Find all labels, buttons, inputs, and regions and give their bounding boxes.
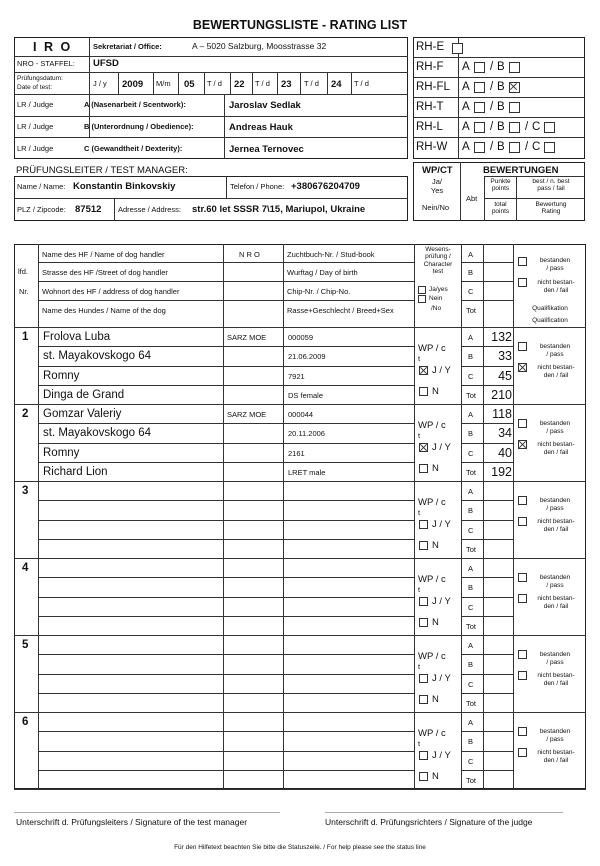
rh-option-checkbox[interactable] (509, 142, 520, 153)
col-handler-name: Name des HF / Name of dog handler (42, 250, 165, 259)
col-dog-name: Name des Hundes / Name of the dog (42, 306, 166, 315)
col-breed: Rasse+Geschlecht / Breed+Sex (287, 306, 394, 315)
month-value: 05 (184, 79, 195, 90)
rh-option-checkbox[interactable] (509, 122, 520, 133)
rh-option-checkbox[interactable] (474, 62, 485, 73)
row-subline (38, 770, 414, 771)
rh-code: RH-L (416, 121, 443, 133)
header-nein-label: Nein (429, 295, 443, 302)
wp-t-label: t (418, 508, 421, 517)
character-yes-label: J / Y (432, 596, 451, 607)
score-c-value[interactable]: 40 (498, 446, 512, 460)
entry-number: 2 (22, 408, 29, 420)
rh-option-label: C (532, 121, 541, 133)
header-fail-label: nicht bestan- den / fail (537, 279, 575, 294)
pass-checkbox[interactable] (518, 573, 527, 582)
pass-label: bestanden / pass (539, 343, 571, 358)
score-a-value[interactable]: 132 (491, 330, 512, 344)
row-subline (461, 674, 513, 675)
rh-option-label: B (497, 81, 505, 93)
row-subline (38, 654, 414, 655)
fail-checkbox[interactable] (518, 440, 527, 449)
score-tot-label: Tot (466, 545, 477, 554)
wp-t-label: t (418, 354, 421, 363)
wp-label: WP / c (418, 420, 446, 431)
pass-checkbox[interactable] (518, 496, 527, 505)
score-a-label: A (468, 333, 474, 342)
row-subline (461, 770, 513, 771)
wp-t-label: t (418, 739, 421, 748)
judge-a-label: LR / Judge (17, 100, 54, 109)
rh-option-label: A (462, 141, 470, 153)
score-c-label: C (468, 372, 474, 381)
rh-separator: / (490, 101, 494, 113)
signature-judge: Unterschrift d. Prüfungsrichters / Signature of the judge (325, 817, 533, 827)
page-title: BEWERTUNGSLISTE - RATING LIST (192, 18, 408, 32)
row-subline (461, 577, 513, 578)
rating-label: Bewertung Rating (535, 201, 567, 216)
header-jayes-label: Ja/yes (429, 286, 448, 293)
col-c: C (468, 287, 474, 296)
score-c-label: C (468, 680, 474, 689)
rh-option-label: A (462, 61, 470, 73)
office-value: A – 5020 Salzburg, Moosstrasse 32 (192, 41, 327, 51)
rh-option-label: B (497, 61, 505, 73)
character-no-checkbox[interactable] (419, 772, 428, 781)
pass-label: bestanden / pass (539, 651, 571, 666)
rh-code: RH-FL (416, 81, 450, 93)
character-no-label: N (432, 386, 439, 397)
pass-label: bestanden / pass (539, 420, 571, 435)
entry-breed[interactable]: LRET male (288, 468, 326, 477)
iro-label: I R O (33, 40, 73, 54)
score-c-label: C (468, 526, 474, 535)
rh-option-label: B (497, 121, 505, 133)
row-subline (38, 423, 414, 424)
year-value: 2009 (122, 79, 144, 90)
judge-c-name: Jernea Ternovec (229, 144, 304, 155)
col-street: Strasse des HF /Street of dog handler (42, 268, 168, 277)
row-subline (38, 500, 414, 501)
row-subline (38, 577, 414, 578)
wp-t-label: t (418, 585, 421, 594)
wp-t-label: t (418, 431, 421, 440)
row-subline (461, 423, 513, 424)
day-unit-3: T / d (304, 79, 319, 88)
nro-label: NRO - STAFFEL: (17, 59, 75, 68)
qualification-en: Qualification (532, 317, 568, 324)
row-subline (461, 500, 513, 501)
header-nein-checkbox (418, 295, 426, 303)
rh-separator: / (490, 61, 494, 73)
lfd-label: lfd. (18, 267, 29, 276)
character-no-label: N (432, 463, 439, 474)
rh-code: RH-W (416, 141, 448, 153)
judge-a-name: Jaroslav Sedlak (229, 100, 301, 111)
judge-c-label: LR / Judge (17, 144, 54, 153)
signature-manager: Unterschrift d. Prüfungsleiters / Signature of the test manager (16, 817, 248, 827)
fail-label: nicht bestan- den / fail (537, 749, 575, 764)
zip-value: 87512 (75, 204, 102, 215)
row-subline (38, 346, 414, 347)
wpct-label: WP/CT (422, 165, 453, 176)
rh-separator: / (525, 141, 529, 153)
entry-birth[interactable]: 20.11.2006 (288, 429, 325, 438)
entry-street[interactable]: st. Mayakovskogo 64 (43, 350, 152, 362)
row-subline (38, 616, 414, 617)
nro-value: UFSD (93, 58, 119, 69)
rh-option-checkbox[interactable] (509, 102, 520, 113)
character-yes-checkbox[interactable] (419, 751, 428, 760)
entry-street[interactable]: st. Mayakovskogo 64 (43, 427, 152, 439)
score-tot-label: Tot (466, 776, 477, 785)
entry-dog[interactable]: Dinga de Grand (43, 389, 125, 401)
col-studbook: Zuchtbuch-Nr. / Stud-book (287, 250, 375, 259)
header-no-label: /No (431, 305, 442, 312)
rh-separator: / (490, 81, 494, 93)
row-subline (461, 443, 513, 444)
score-b-label: B (468, 429, 474, 438)
score-tot-label: Tot (466, 699, 477, 708)
day-value-2: 23 (281, 79, 292, 90)
score-c-value[interactable]: 45 (498, 369, 512, 383)
rh-checkbox[interactable] (452, 43, 463, 54)
entry-number: 1 (22, 331, 29, 343)
pass-label: bestanden / pass (539, 728, 571, 743)
col-tot: Tot (466, 306, 477, 315)
col-chip: Chip-Nr. / Chip-No. (287, 287, 351, 296)
phone-value: +380676204709 (291, 181, 360, 192)
character-no-checkbox[interactable] (419, 695, 428, 704)
header-jayes-checkbox (418, 286, 426, 294)
rh-option-checkbox[interactable] (474, 122, 485, 133)
day-unit-1: T / d (207, 79, 222, 88)
score-a-label: A (468, 487, 474, 496)
score-tot-value[interactable]: 192 (491, 465, 512, 479)
row-subline (461, 539, 513, 540)
row-divider (14, 789, 586, 790)
abt-label: Abt (466, 194, 478, 203)
row-subline (38, 462, 414, 463)
character-no-label: N (432, 617, 439, 628)
score-b-value[interactable]: 33 (498, 349, 512, 363)
row-subline (38, 751, 414, 752)
score-a-value[interactable]: 118 (492, 407, 512, 421)
total-points-label: total points (491, 201, 510, 216)
rh-option-label: A (462, 101, 470, 113)
wp-label: WP / c (418, 728, 446, 739)
score-tot-label: Tot (466, 622, 477, 631)
row-divider (14, 558, 586, 559)
col-address: Wohnort des HF / address of dog handler (42, 287, 180, 296)
row-subline (461, 462, 513, 463)
rh-option-checkbox[interactable] (474, 82, 485, 93)
col-nro: N R O (239, 250, 260, 259)
day-unit-2: T / d (255, 79, 270, 88)
entry-number: 4 (22, 562, 29, 574)
row-subline (38, 539, 414, 540)
row-subline (38, 366, 414, 367)
fail-label: nicht bestan- den / fail (537, 672, 575, 687)
rh-separator: / (490, 141, 494, 153)
header-pass-label: bestanden / pass (539, 257, 571, 272)
wp-label: WP / c (418, 574, 446, 585)
entry-address[interactable]: Romny (43, 447, 80, 459)
rh-option-label: B (497, 101, 505, 113)
row-subline (461, 654, 513, 655)
entry-nro[interactable]: SARZ MOE (227, 410, 267, 419)
entry-breed[interactable]: DS female (288, 391, 324, 400)
score-tot-label: Tot (466, 391, 477, 400)
rh-option-checkbox[interactable] (544, 122, 555, 133)
character-yes-label: J / Y (432, 673, 451, 684)
pass-checkbox[interactable] (518, 419, 527, 428)
score-a-label: A (468, 564, 474, 573)
rh-code: RH-F (416, 61, 444, 73)
points-label: Punkte points (490, 178, 511, 193)
row-subline (461, 520, 513, 521)
score-b-label: B (468, 737, 474, 746)
score-a-label: A (468, 641, 474, 650)
header-pass-checkbox (518, 257, 527, 266)
wp-label: WP / c (418, 497, 446, 508)
score-c-label: C (468, 449, 474, 458)
entry-number: 3 (22, 485, 29, 497)
row-divider (14, 404, 586, 405)
header-fail-checkbox (518, 278, 527, 287)
rh-code: RH-T (416, 101, 444, 113)
judge-b-name: Andreas Hauk (229, 122, 293, 133)
col-birth: Wurftag / Day of birth (287, 268, 358, 277)
row-subline (461, 385, 513, 386)
entry-handler[interactable]: Gomzar Valeriy (43, 408, 122, 420)
rh-code: RH-E (416, 41, 445, 53)
entry-address[interactable]: Romny (43, 370, 80, 382)
wp-t-label: t (418, 662, 421, 671)
day-value-1: 22 (234, 79, 245, 90)
character-no-checkbox[interactable] (419, 464, 428, 473)
score-b-value[interactable]: 34 (498, 426, 512, 440)
pass-checkbox[interactable] (518, 342, 527, 351)
col-b: B (468, 268, 474, 277)
score-a-label: A (468, 410, 474, 419)
qualification-de: Qualifikation (532, 305, 568, 312)
row-subline (38, 385, 414, 386)
score-c-label: C (468, 757, 474, 766)
rh-option-label: C (532, 141, 541, 153)
character-yes-label: J / Y (432, 750, 451, 761)
month-unit: M/m (156, 79, 171, 88)
nr-label: Nr. (19, 287, 29, 296)
rh-option-checkbox[interactable] (509, 82, 520, 93)
rh-option-checkbox[interactable] (474, 102, 485, 113)
character-yes-label: J / Y (432, 519, 451, 530)
score-a-label: A (468, 718, 474, 727)
date-label-en: Date of test: (17, 84, 53, 91)
entry-birth[interactable]: 21.06.2009 (288, 352, 326, 361)
phone-label: Telefon / Phone: (230, 182, 285, 191)
judge-a-category: A (Nasenarbeit / Scentwork): (84, 100, 186, 109)
row-subline (38, 693, 414, 694)
entry-number: 6 (22, 716, 29, 728)
entry-studbook[interactable]: 000059 (288, 333, 314, 342)
rh-separator: / (525, 121, 529, 133)
rh-option-label: A (462, 81, 470, 93)
character-no-label: N (432, 694, 439, 705)
character-yes-checkbox[interactable] (419, 674, 428, 683)
character-yes-checkbox[interactable] (419, 443, 428, 452)
date-label-de: Prüfungsdatum: (17, 75, 63, 82)
manager-title: PRÜFUNGSLEITER / TEST MANAGER: (16, 165, 188, 176)
best-label: best / n. best pass / fail (532, 178, 570, 193)
score-b-label: B (468, 660, 474, 669)
pass-checkbox[interactable] (518, 727, 527, 736)
rh-option-checkbox[interactable] (474, 142, 485, 153)
score-tot-label: Tot (466, 468, 477, 477)
row-subline (461, 693, 513, 694)
col-character-test: Wesens- prüfung / Character test (423, 246, 453, 275)
fail-checkbox[interactable] (518, 517, 527, 526)
year-unit: J / y (93, 79, 107, 88)
entry-handler[interactable]: Frolova Luba (43, 331, 111, 343)
entry-chip[interactable]: 2161 (288, 449, 305, 458)
character-yes-checkbox[interactable] (419, 520, 428, 529)
fail-checkbox[interactable] (518, 748, 527, 757)
character-yes-label: J / Y (432, 442, 451, 453)
fail-checkbox[interactable] (518, 594, 527, 603)
character-no-label: N (432, 540, 439, 551)
row-subline (38, 520, 414, 521)
col-a: A (468, 250, 474, 259)
address-label: Adresse / Address: (118, 205, 181, 214)
character-yes-checkbox[interactable] (419, 366, 428, 375)
rh-option-checkbox[interactable] (544, 142, 555, 153)
row-subline (38, 674, 414, 675)
day-unit-4: T / d (354, 79, 369, 88)
entry-number: 5 (22, 639, 29, 651)
row-divider (14, 712, 586, 713)
fail-label: nicht bestan- den / fail (537, 595, 575, 610)
row-divider (14, 481, 586, 482)
entry-chip[interactable]: 7921 (288, 372, 305, 381)
character-no-checkbox[interactable] (419, 541, 428, 550)
row-subline (461, 597, 513, 598)
entry-nro[interactable]: SARZ MOE (227, 333, 267, 342)
row-subline (461, 751, 513, 752)
zip-label: PLZ / Zipcode: (17, 205, 66, 214)
character-no-label: N (432, 771, 439, 782)
score-b-label: B (468, 506, 474, 515)
rh-separator: / (490, 121, 494, 133)
score-c-label: C (468, 603, 474, 612)
fail-label: nicht bestan- den / fail (537, 441, 575, 456)
score-b-label: B (468, 583, 474, 592)
row-subline (461, 616, 513, 617)
row-subline (38, 597, 414, 598)
manager-name: Konstantin Binkovskiy (73, 181, 176, 192)
address-value: str.60 let SSSR 7\15, Mariupol, Ukraine (192, 204, 366, 215)
day-value-3: 24 (331, 79, 342, 90)
rh-option-label: A (462, 121, 470, 133)
jayes-label: Ja/ Yes (430, 177, 444, 195)
fail-label: nicht bestan- den / fail (537, 518, 575, 533)
bewertungen-label: BEWERTUNGEN (483, 165, 559, 176)
wp-label: WP / c (418, 343, 446, 354)
judge-c-category: C (Gewandtheit / Dexterity): (84, 144, 183, 153)
row-subline (461, 366, 513, 367)
office-label: Sekretariat / Office: (93, 42, 162, 51)
entry-studbook[interactable]: 000044 (288, 410, 314, 419)
pass-label: bestanden / pass (539, 574, 571, 589)
score-b-label: B (468, 352, 474, 361)
character-no-checkbox[interactable] (419, 387, 428, 396)
character-yes-label: J / Y (432, 365, 451, 376)
judge-b-label: LR / Judge (17, 122, 54, 131)
neinno-label: Nein/No (422, 203, 450, 212)
wp-label: WP / c (418, 651, 446, 662)
pass-label: bestanden / pass (539, 497, 571, 512)
fail-checkbox[interactable] (518, 363, 527, 372)
pass-checkbox[interactable] (518, 650, 527, 659)
row-divider (14, 635, 586, 636)
score-tot-value[interactable]: 210 (491, 388, 512, 402)
row-subline (38, 731, 414, 732)
row-subline (38, 443, 414, 444)
help-text: Für den Hilfetext beachten Sie bitte die Statuszeile. / For help please see the status line (174, 844, 426, 851)
fail-label: nicht bestan- den / fail (537, 364, 575, 379)
manager-name-label: Name / Name: (17, 182, 66, 191)
character-no-checkbox[interactable] (419, 618, 428, 627)
rh-option-checkbox[interactable] (509, 62, 520, 73)
rating-table (14, 244, 586, 789)
fail-checkbox[interactable] (518, 671, 527, 680)
row-subline (461, 346, 513, 347)
character-yes-checkbox[interactable] (419, 597, 428, 606)
row-subline (461, 731, 513, 732)
entry-dog[interactable]: Richard Lion (43, 466, 108, 478)
judge-b-category: B (Unterordnung / Obedience): (84, 122, 194, 131)
rh-option-label: B (497, 141, 505, 153)
